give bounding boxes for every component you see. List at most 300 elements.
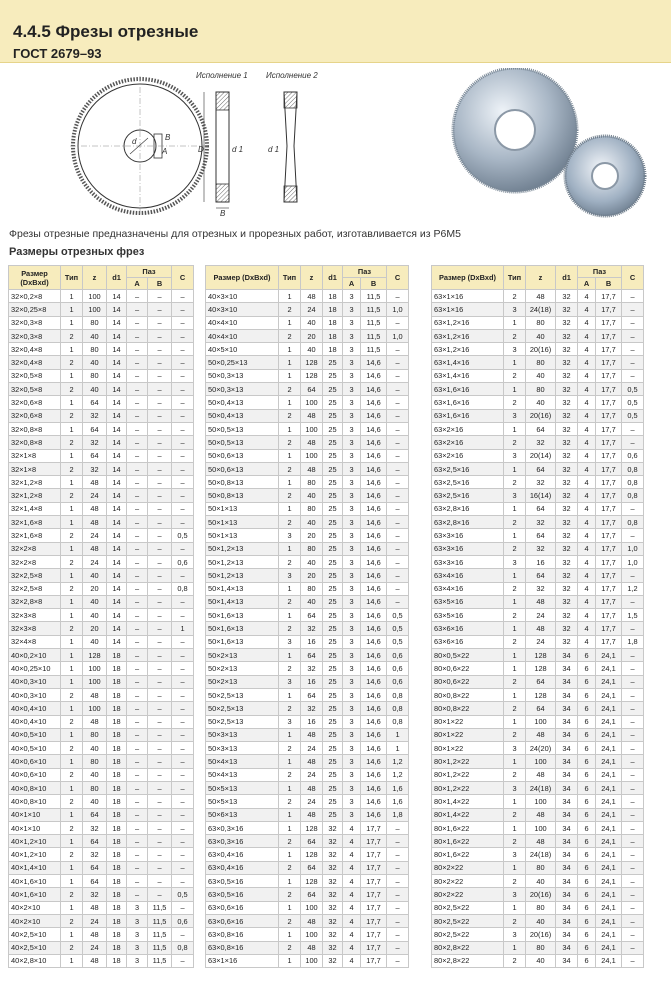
cell-a: –	[127, 768, 148, 781]
cell-c: –	[622, 808, 644, 821]
cell-type: 3	[504, 343, 526, 356]
table-row	[9, 582, 194, 595]
cell-b: 14,6	[361, 675, 387, 688]
cell-a: 6	[578, 954, 596, 967]
cell-d1: 14	[107, 290, 127, 303]
cell-size: 32×0,8×8	[9, 422, 61, 435]
cell-size: 80×2,5×22	[432, 901, 504, 914]
header-paz: Паз	[578, 266, 622, 278]
cell-b: 17,7	[596, 329, 622, 342]
cell-type: 2	[61, 489, 83, 502]
cell-a: 6	[578, 755, 596, 768]
cell-z: 40	[526, 914, 556, 927]
cell-b: –	[148, 781, 172, 794]
header-d1: d1	[323, 266, 343, 290]
cell-a: 4	[578, 409, 596, 422]
cell-z: 20(16)	[526, 888, 556, 901]
cell-b: 11,5	[148, 941, 172, 954]
table-row	[9, 861, 194, 874]
cell-size: 80×1,2×22	[432, 781, 504, 794]
cell-a: 4	[578, 516, 596, 529]
cell-size: 80×1×22	[432, 742, 504, 755]
cell-type: 1	[279, 396, 301, 409]
cell-b: 17,7	[596, 569, 622, 582]
table-row	[206, 688, 409, 701]
cell-b: –	[148, 662, 172, 675]
cell-d1: 14	[107, 436, 127, 449]
cell-c: 1,2	[622, 582, 644, 595]
cell-size: 63×0,3×16	[206, 835, 279, 848]
cell-a: –	[127, 290, 148, 303]
cell-size: 63×2,5×16	[432, 462, 504, 475]
cell-z: 24(18)	[526, 781, 556, 794]
cell-d1: 32	[323, 861, 343, 874]
cell-size: 32×0,8×8	[9, 436, 61, 449]
cell-type: 2	[61, 436, 83, 449]
cell-d1: 14	[107, 369, 127, 382]
cell-type: 2	[504, 542, 526, 555]
cell-z: 64	[526, 502, 556, 515]
header-z: z	[301, 266, 323, 290]
cell-c: –	[622, 928, 644, 941]
cell-size: 80×2×22	[432, 888, 504, 901]
cell-size: 50×1,6×13	[206, 635, 279, 648]
cell-size: 50×0,6×13	[206, 449, 279, 462]
cell-type: 1	[61, 290, 83, 303]
cell-c: –	[172, 343, 194, 356]
cell-c: –	[387, 383, 409, 396]
cell-d1: 14	[107, 595, 127, 608]
cell-a: 3	[127, 928, 148, 941]
table-row	[432, 303, 644, 316]
header-paz: Паз	[343, 266, 387, 278]
cell-d1: 32	[323, 888, 343, 901]
cell-b: 11,5	[148, 901, 172, 914]
cell-b: 17,7	[596, 635, 622, 648]
cell-type: 2	[279, 303, 301, 316]
cell-c: –	[622, 502, 644, 515]
cell-z: 64	[301, 835, 323, 848]
cell-type: 1	[279, 649, 301, 662]
cell-type: 2	[279, 835, 301, 848]
cell-type: 2	[279, 742, 301, 755]
cell-z: 32	[526, 582, 556, 595]
cell-size: 32×0,3×8	[9, 316, 61, 329]
cell-d1: 18	[107, 742, 127, 755]
cell-a: –	[127, 635, 148, 648]
cell-b: 17,7	[596, 609, 622, 622]
table-row	[9, 702, 194, 715]
cell-a: 3	[343, 303, 361, 316]
cell-c: –	[172, 808, 194, 821]
cell-z: 64	[526, 422, 556, 435]
cell-c: –	[622, 941, 644, 954]
cell-type: 1	[61, 316, 83, 329]
cell-type: 3	[504, 449, 526, 462]
cell-d1: 34	[556, 649, 578, 662]
cell-z: 48	[83, 542, 107, 555]
cell-c: –	[622, 861, 644, 874]
cell-z: 80	[526, 316, 556, 329]
cell-b: 14,6	[361, 462, 387, 475]
cell-type: 1	[61, 702, 83, 715]
table-row	[9, 635, 194, 648]
cell-a: 4	[343, 914, 361, 927]
cell-type: 3	[504, 555, 526, 568]
cell-b: 24,1	[596, 755, 622, 768]
cell-a: 6	[578, 808, 596, 821]
cell-b: 14,6	[361, 356, 387, 369]
cell-type: 3	[279, 635, 301, 648]
cell-a: 3	[127, 941, 148, 954]
cell-z: 40	[526, 954, 556, 967]
cell-c: –	[172, 489, 194, 502]
cell-size: 63×2,8×16	[432, 516, 504, 529]
cell-b: 11,5	[148, 914, 172, 927]
cell-d1: 14	[107, 316, 127, 329]
cell-z: 32	[526, 542, 556, 555]
cell-a: 3	[343, 383, 361, 396]
header-c: C	[622, 266, 644, 290]
cell-b: –	[148, 329, 172, 342]
cell-size: 50×5×13	[206, 781, 279, 794]
cell-size: 63×0,3×16	[206, 821, 279, 834]
table-row	[9, 742, 194, 755]
cell-size: 40×0,4×10	[9, 702, 61, 715]
cell-d1: 25	[323, 742, 343, 755]
table-row	[206, 715, 409, 728]
cell-type: 3	[504, 781, 526, 794]
cell-b: 17,7	[596, 422, 622, 435]
cell-b: 24,1	[596, 662, 622, 675]
table-row	[9, 462, 194, 475]
cell-type: 2	[504, 914, 526, 927]
table-row	[9, 529, 194, 542]
cell-z: 64	[83, 861, 107, 874]
cell-type: 1	[279, 422, 301, 435]
cell-size: 32×1×8	[9, 449, 61, 462]
cell-size: 40×2,8×10	[9, 954, 61, 967]
cell-d1: 18	[107, 755, 127, 768]
cell-size: 50×1,4×13	[206, 595, 279, 608]
table-row	[432, 343, 644, 356]
cell-a: 3	[343, 702, 361, 715]
cell-type: 2	[279, 436, 301, 449]
cell-size: 32×0,4×8	[9, 356, 61, 369]
header-b: B	[361, 278, 387, 290]
cell-b: 17,7	[596, 502, 622, 515]
cell-c: –	[622, 954, 644, 967]
cell-b: 17,7	[361, 928, 387, 941]
cell-size: 63×0,6×16	[206, 901, 279, 914]
cell-z: 20	[301, 329, 323, 342]
cell-z: 80	[83, 316, 107, 329]
cell-d1: 14	[107, 555, 127, 568]
header-type: Тип	[61, 266, 83, 290]
table-row	[206, 635, 409, 648]
cell-d1: 34	[556, 888, 578, 901]
cell-c: –	[622, 821, 644, 834]
cell-size: 32×0,4×8	[9, 343, 61, 356]
cell-z: 24	[301, 768, 323, 781]
cell-a: 4	[343, 821, 361, 834]
cell-size: 32×3×8	[9, 609, 61, 622]
cell-type: 1	[61, 369, 83, 382]
cell-z: 48	[526, 768, 556, 781]
cell-a: 6	[578, 795, 596, 808]
cell-size: 80×2,8×22	[432, 941, 504, 954]
cell-c: 1	[172, 622, 194, 635]
cell-type: 1	[61, 928, 83, 941]
cell-b: –	[148, 635, 172, 648]
cell-d1: 32	[556, 635, 578, 648]
cell-a: –	[127, 861, 148, 874]
cell-a: –	[127, 489, 148, 502]
table-row	[432, 542, 644, 555]
cell-size: 80×1,6×22	[432, 835, 504, 848]
cell-size: 40×2×10	[9, 914, 61, 927]
cell-b: –	[148, 622, 172, 635]
cell-a: 3	[343, 343, 361, 356]
cell-d1: 25	[323, 529, 343, 542]
header-d1: d1	[556, 266, 578, 290]
header-d1: d1	[107, 266, 127, 290]
cell-type: 3	[504, 489, 526, 502]
cell-b: –	[148, 595, 172, 608]
cell-a: 3	[343, 755, 361, 768]
cell-d1: 32	[556, 343, 578, 356]
cell-type: 1	[279, 356, 301, 369]
cell-z: 24	[526, 635, 556, 648]
cell-size: 32×0,6×8	[9, 409, 61, 422]
cell-z: 100	[526, 715, 556, 728]
cell-z: 80	[526, 941, 556, 954]
cell-z: 80	[301, 542, 323, 555]
cell-type: 1	[61, 728, 83, 741]
cell-z: 24(18)	[526, 848, 556, 861]
cell-c: 0,8	[622, 489, 644, 502]
table-row	[9, 941, 194, 954]
cell-b: 11,5	[361, 290, 387, 303]
cell-b: 17,7	[361, 875, 387, 888]
cell-size: 63×0,8×16	[206, 928, 279, 941]
cell-b: 14,6	[361, 422, 387, 435]
cell-size: 50×0,8×13	[206, 489, 279, 502]
table-row	[206, 462, 409, 475]
page-title: 4.4.5 Фрезы отрезные	[13, 22, 199, 41]
cell-c: –	[622, 728, 644, 741]
cell-size: 32×2×8	[9, 555, 61, 568]
cell-b: 14,6	[361, 476, 387, 489]
cell-c: –	[622, 595, 644, 608]
cell-d1: 14	[107, 462, 127, 475]
cell-size: 63×0,8×16	[206, 941, 279, 954]
cell-size: 63×1,2×16	[432, 329, 504, 342]
cell-c: –	[172, 542, 194, 555]
cell-a: 6	[578, 742, 596, 755]
table-row	[432, 861, 644, 874]
cell-b: 14,6	[361, 516, 387, 529]
cell-type: 3	[279, 569, 301, 582]
cell-c: 0,5	[622, 396, 644, 409]
cell-z: 48	[83, 901, 107, 914]
cell-a: 3	[343, 795, 361, 808]
cell-d1: 18	[323, 343, 343, 356]
cell-d1: 34	[556, 742, 578, 755]
cell-b: 14,6	[361, 595, 387, 608]
table-row	[432, 808, 644, 821]
table-row	[432, 675, 644, 688]
header-size: Размер (DxBxd)	[9, 266, 61, 290]
table-row	[9, 662, 194, 675]
cell-z: 32	[83, 436, 107, 449]
cell-size: 50×0,3×13	[206, 369, 279, 382]
cell-b: 24,1	[596, 928, 622, 941]
cell-type: 2	[61, 888, 83, 901]
table-row	[432, 290, 644, 303]
cell-b: 14,6	[361, 609, 387, 622]
cell-type: 2	[61, 742, 83, 755]
cell-size: 40×0,25×10	[9, 662, 61, 675]
cell-size: 80×2,5×22	[432, 914, 504, 927]
header-type: Тип	[279, 266, 301, 290]
cell-c: 0,8	[387, 715, 409, 728]
cell-b: 24,1	[596, 914, 622, 927]
cell-d1: 14	[107, 502, 127, 515]
cell-z: 20	[301, 569, 323, 582]
cell-type: 3	[279, 715, 301, 728]
cell-a: 4	[578, 502, 596, 515]
cell-b: –	[148, 795, 172, 808]
table-row	[9, 768, 194, 781]
cell-type: 2	[279, 768, 301, 781]
cell-z: 40	[83, 768, 107, 781]
header-size: Размер (DxBxd)	[432, 266, 504, 290]
table-row	[9, 436, 194, 449]
cell-d1: 25	[323, 781, 343, 794]
cell-z: 48	[301, 941, 323, 954]
cell-z: 32	[526, 436, 556, 449]
cell-d1: 14	[107, 609, 127, 622]
cell-d1: 32	[556, 595, 578, 608]
cell-c: –	[172, 649, 194, 662]
cell-b: –	[148, 675, 172, 688]
cell-c: –	[172, 502, 194, 515]
cell-type: 2	[504, 635, 526, 648]
cell-c: –	[622, 914, 644, 927]
cell-c: –	[172, 768, 194, 781]
cell-c: 0,5	[172, 529, 194, 542]
table-row	[9, 449, 194, 462]
cell-z: 24	[301, 742, 323, 755]
cell-b: –	[148, 502, 172, 515]
table-row	[432, 954, 644, 967]
cell-a: 6	[578, 821, 596, 834]
cell-b: 11,5	[148, 954, 172, 967]
cell-a: –	[127, 795, 148, 808]
cell-b: –	[148, 489, 172, 502]
cell-z: 80	[301, 582, 323, 595]
table-row	[9, 755, 194, 768]
table-row	[432, 622, 644, 635]
cell-a: 3	[343, 516, 361, 529]
cell-size: 50×0,4×13	[206, 396, 279, 409]
cell-d1: 32	[556, 609, 578, 622]
cell-d1: 34	[556, 821, 578, 834]
cell-b: 24,1	[596, 954, 622, 967]
cell-c: 0,5	[387, 609, 409, 622]
cell-size: 50×2,5×13	[206, 688, 279, 701]
table-row	[9, 728, 194, 741]
cell-size: 50×4×13	[206, 768, 279, 781]
cell-d1: 34	[556, 728, 578, 741]
cell-size: 40×0,8×10	[9, 781, 61, 794]
cell-b: –	[148, 609, 172, 622]
cell-b: 24,1	[596, 675, 622, 688]
cell-z: 48	[83, 502, 107, 515]
cell-a: 3	[343, 768, 361, 781]
cell-b: 14,6	[361, 436, 387, 449]
cell-a: –	[127, 781, 148, 794]
table-row	[206, 569, 409, 582]
cell-b: 14,6	[361, 649, 387, 662]
table-row	[432, 649, 644, 662]
cell-z: 40	[301, 489, 323, 502]
cell-type: 2	[279, 329, 301, 342]
cell-type: 2	[61, 795, 83, 808]
cell-a: 3	[343, 555, 361, 568]
cell-c: 0,6	[387, 662, 409, 675]
cell-size: 32×0,5×8	[9, 383, 61, 396]
cell-b: 17,7	[596, 356, 622, 369]
cell-b: 14,6	[361, 569, 387, 582]
cell-c: –	[622, 688, 644, 701]
cell-z: 48	[301, 728, 323, 741]
cell-a: 4	[578, 290, 596, 303]
cell-z: 64	[301, 861, 323, 874]
cell-c: –	[172, 369, 194, 382]
header-c: C	[387, 266, 409, 290]
cell-b: 17,7	[596, 436, 622, 449]
table-row	[206, 316, 409, 329]
cell-z: 48	[526, 622, 556, 635]
cell-d1: 34	[556, 768, 578, 781]
cell-b: –	[148, 649, 172, 662]
table-row	[432, 688, 644, 701]
cutter-drawing	[70, 68, 340, 218]
table-row	[9, 290, 194, 303]
cell-z: 64	[83, 875, 107, 888]
header-b: B	[596, 278, 622, 290]
cell-b: –	[148, 688, 172, 701]
cell-type: 1	[61, 875, 83, 888]
cell-d1: 18	[107, 781, 127, 794]
cell-c: –	[387, 555, 409, 568]
cell-z: 24	[526, 609, 556, 622]
cell-c: –	[387, 888, 409, 901]
cell-b: 17,7	[361, 821, 387, 834]
cell-d1: 25	[323, 635, 343, 648]
table-row	[432, 702, 644, 715]
cell-type: 2	[61, 409, 83, 422]
cell-type: 1	[504, 688, 526, 701]
cell-c: –	[622, 622, 644, 635]
cell-b: 24,1	[596, 702, 622, 715]
cell-a: 4	[343, 835, 361, 848]
cell-b: –	[148, 582, 172, 595]
cell-a: 3	[343, 409, 361, 422]
cell-a: 6	[578, 875, 596, 888]
